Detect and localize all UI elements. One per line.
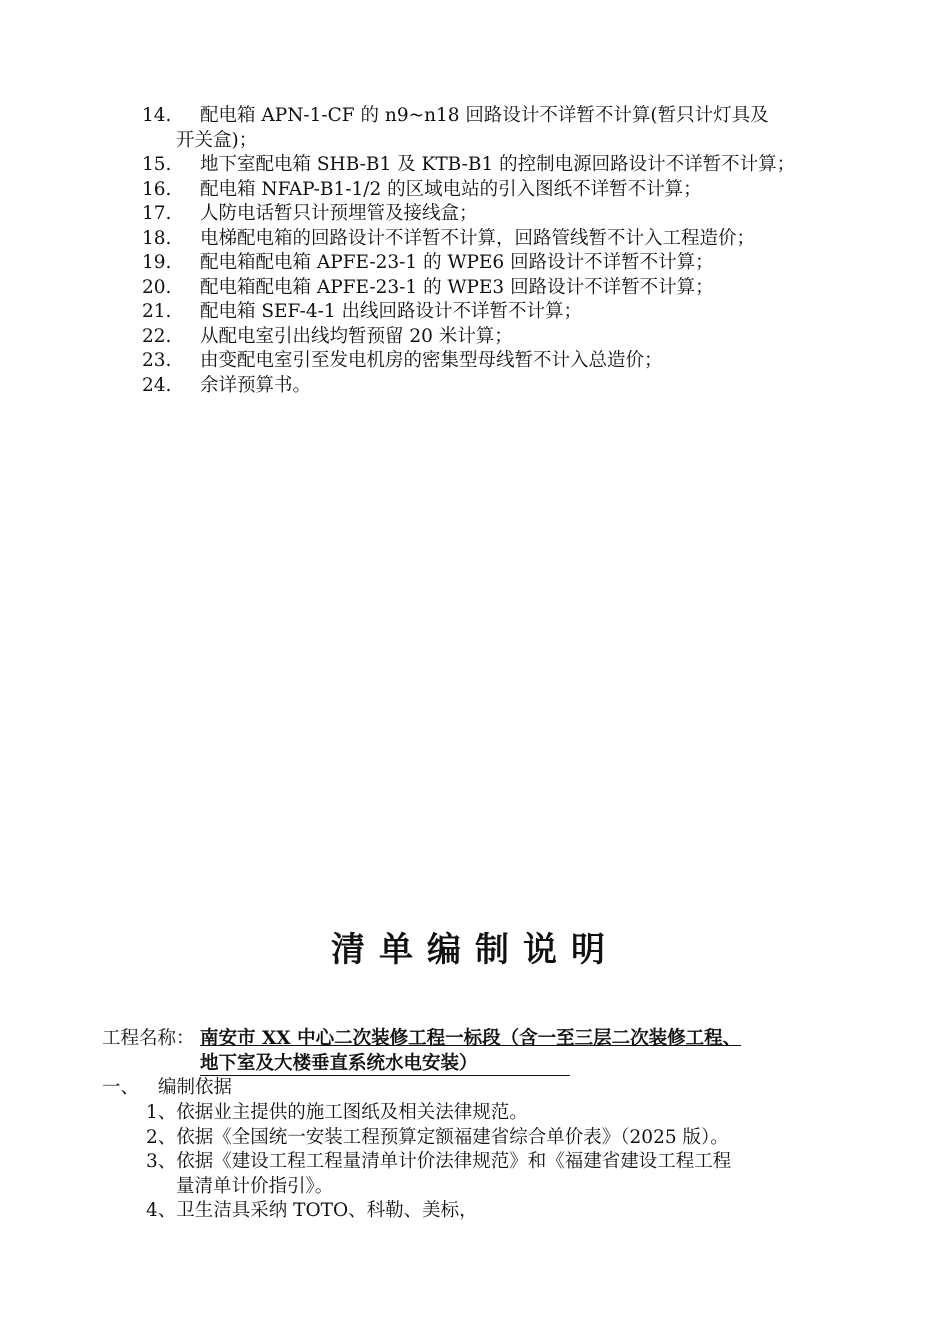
list-item-text: 电梯配电箱的回路设计不详暂不计算，回路管线暂不计入工程造价； xyxy=(200,227,756,249)
list-item xyxy=(142,300,862,325)
list-item-text: 人防电话暂只计预埋管及接线盒； xyxy=(200,203,478,224)
list-item-number: 22. xyxy=(142,325,172,347)
list-item xyxy=(142,178,862,203)
list-item xyxy=(142,276,862,301)
list-item-text: 配电箱 NFAP-B1-1/2 的区域电站的引入图纸不详暂不计算； xyxy=(200,178,702,200)
basis-list xyxy=(146,1101,866,1224)
list-item-text: 由变配电室引至发电机房的密集型母线暂不计入总造价； xyxy=(200,350,663,371)
basis-item-continuation xyxy=(146,1175,866,1200)
list-item-text: 配电箱配电箱 APFE-23-1 的 WPE3 回路设计不详暂不计算； xyxy=(200,276,714,298)
page-title: 清单编制说明 xyxy=(331,930,619,970)
list-item xyxy=(142,104,862,129)
section-number: 一、 xyxy=(102,1077,140,1098)
numbered-notes-list xyxy=(142,104,862,398)
section-title: 编制依据 xyxy=(158,1077,233,1098)
list-item xyxy=(142,227,862,252)
basis-item: 1、依据业主提供的施工图纸及相关法律规范。 xyxy=(146,1102,528,1123)
basis-item: 2、依据《全国统一安装工程预算定额福建省综合单价表》（2025 版）。 xyxy=(146,1126,729,1148)
section-heading xyxy=(102,1076,232,1101)
basis-item-text: 量清单计价指引》。 xyxy=(176,1175,334,1197)
list-item-number: 17. xyxy=(142,203,172,224)
basis-item: 3、依据《建设工程工程量清单计价法律规范》和《福建省建设工程工程 xyxy=(146,1151,732,1172)
list-item-text: 配电箱 APN-1-CF 的 n9~n18 回路设计不详暂不计算(暂只计灯具及 xyxy=(200,105,769,126)
list-item-number: 19. xyxy=(142,252,172,273)
list-item-text: 从配电室引出线均暂预留 20 米计算； xyxy=(200,325,513,347)
list-item xyxy=(142,153,862,178)
list-item-number: 21. xyxy=(142,301,172,322)
list-item-text: 配电箱 SEF-4-1 出线回路设计不详暂不计算； xyxy=(200,301,582,322)
list-item-number: 23. xyxy=(142,350,172,371)
list-item-number: 24. xyxy=(142,374,172,396)
project-name-value-line1: 南安市 XX 中心二次装修工程一标段（含一至三层二次装修工程、 xyxy=(200,1028,742,1049)
list-item xyxy=(142,374,862,399)
list-item-number: 20. xyxy=(142,276,172,298)
list-item-text: 地下室配电箱 SHB-B1 及 KTB-B1 的控制电源回路设计不详暂不计算； xyxy=(200,154,796,175)
list-item-continuation xyxy=(142,129,862,154)
list-item xyxy=(142,325,862,350)
project-name-value-line2: 地下室及大楼垂直系统水电安装） xyxy=(200,1052,570,1076)
list-item-text: 配电箱配电箱 APFE-23-1 的 WPE6 回路设计不详暂不计算； xyxy=(200,252,714,273)
project-name-label: 工程名称： xyxy=(102,1028,195,1049)
list-item-text: 开关盒)； xyxy=(176,129,258,151)
list-item-number: 16. xyxy=(142,178,172,200)
basis-item: 4、卫生洁具采纳 TOTO、科勒、美标， xyxy=(146,1200,478,1221)
list-item-text: 余详预算书。 xyxy=(200,374,312,396)
list-item xyxy=(142,349,862,374)
list-item xyxy=(142,251,862,276)
list-item-number: 18. xyxy=(142,227,172,249)
list-item-number: 14. xyxy=(142,105,172,126)
list-item xyxy=(142,202,862,227)
list-item-number: 15. xyxy=(142,154,172,175)
